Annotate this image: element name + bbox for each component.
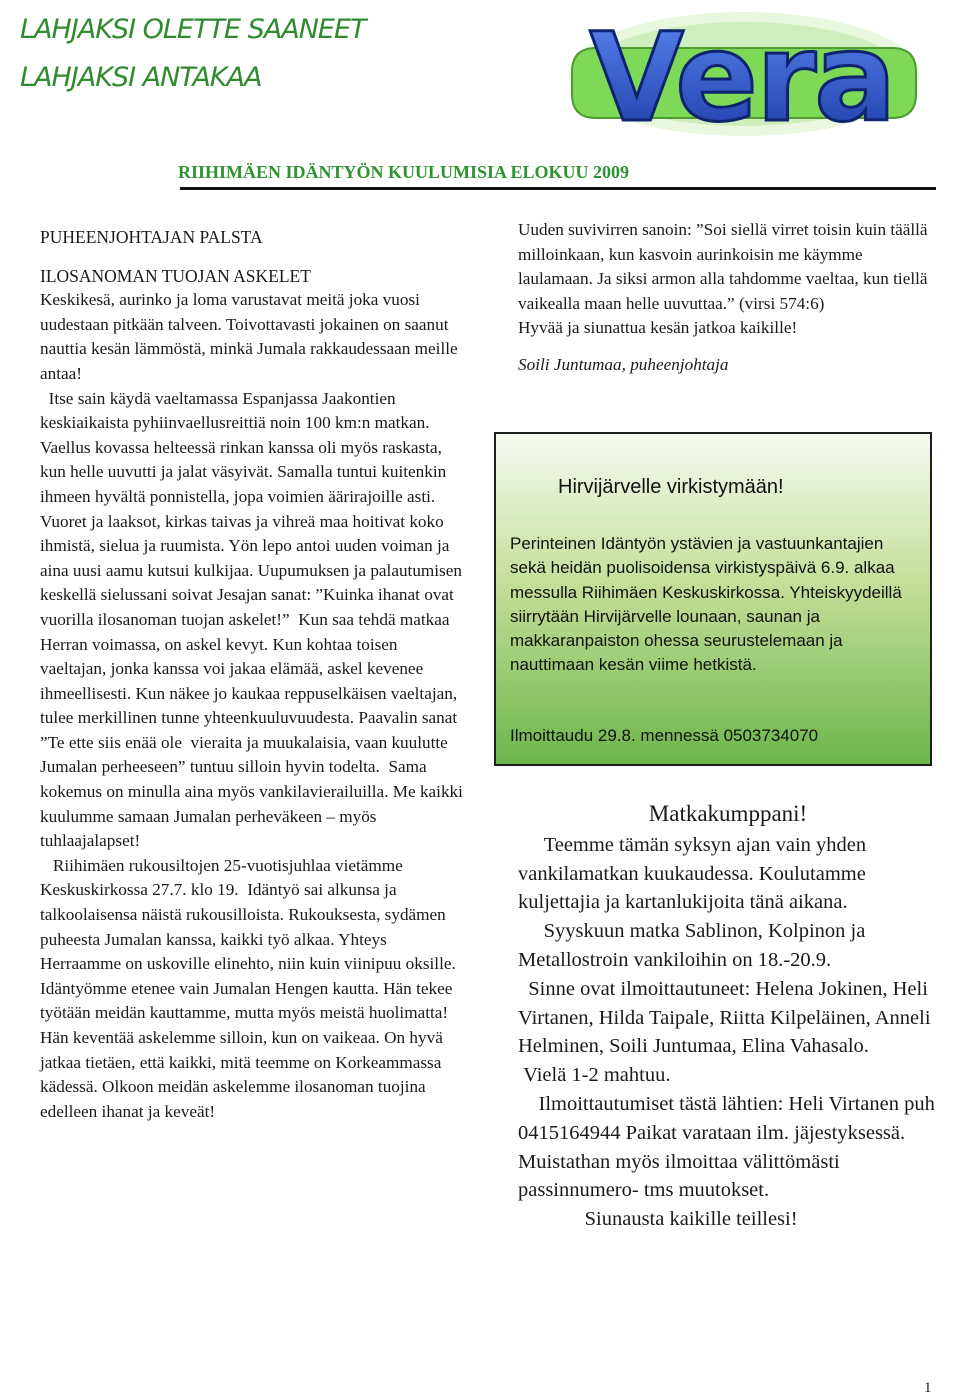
article-paragraph: Idäntyömme etenee vain Jumalan Hengen kautta. Hän tekee työtään meidän kauttamme, mutta myös meistä huolimatta! Hän keventää askelemme silloin, kun on vaikeaa. On hyvä jatkaa tietäen, että kaikki, mitä teemme on Korkeammassa kädessä. Olkoon meidän askelemme ilosanoman tuojina edelleen ihanat ja keveät! <box>40 978 453 1121</box>
chairman-column <box>40 225 468 1124</box>
travel-paragraph: Ilmoittautumiset tästä lähtien: Heli Virtanen puh 0415164944 Paikat varataan ilm. jäjestyksessä. Muistathan myös ilmoittaa välittömästi passinnumero- tms muutokset. <box>518 1092 940 1202</box>
vera-logo <box>552 2 932 152</box>
travel-companion-section <box>518 800 938 1234</box>
newsletter-subtitle: RIIHIMÄEN IDÄNTYÖN KUULUMISIA ELOKUU 2009 <box>178 162 630 182</box>
header-line-1: LAHJAKSI OLETTE SAANEET <box>20 14 366 45</box>
chairman-column-continued <box>518 218 938 378</box>
header-divider <box>180 187 936 190</box>
article-paragraph: Itse sain käydä vaeltamassa Espanjassa Jaakontien keskiaikaista pyhiinvaellusreittiä noin 100 km:n matkan. Vaellus kovassa helteessä rinkan kanssa oli myös raskasta, kun helle uuvutti ja jalat väsyivät. Samalla tuntui kuitenkin ihmeen hyvältä ponnistella, jopa voimien äärirajoille asti. Vuoret ja laaksot, kirkas taivas ja vihreä maa hoitivat koko ihmistä, sielua ja ruumista. Yön lepo antoi uuden voiman ja aina uusi aamu kutsui kulkijaa. Uupumuksen ja palautumisen keskellä sielussani soivat Jesajan sanat: ”Kuinka ihanat ovat vuorilla ilosanoman tuojan askelet!” Kun saa tehdä matkaa Herran voimassa, on askel kevyt. Kun kohtaa toisen vaeltajan, jonka kanssa voi jakaa elämää, askel kevenee ihmeellisesti. Kun näkee jo kaukaa reppuselkäisen vaeltajan, tulee merkillinen tunne yhteenkuuluvuudesta. Paavalin sanat ”Te ette siis enää ole vieraita ja muukalaisia, vaan kuulutte Jumalan perheeseen” tuntuu silloin hyvin todelta. Sama kokemus on minulla aina myös vankilavierailuilla. Me kaikki kuulumme samaan Jumalan perheväkeen – myös tuhlaajalapset! <box>40 388 468 851</box>
travel-paragraph: Vielä 1-2 mahtuu. <box>518 1064 671 1087</box>
article-paragraph: Keskikesä, aurinko ja loma varustavat meitä joka vuosi uudestaan pitkään talveen. Toivottavasti jokainen on saanut nauttia kesän lämmöstä, minkä Jumala rakkaudessaan meille antaa! <box>40 290 458 383</box>
logo-text: Vera <box>589 7 895 149</box>
event-announcement-box <box>494 432 932 766</box>
header-line-2: LAHJAKSI ANTAKAA <box>20 62 262 93</box>
event-title: Hirvijärvelle virkistymään! <box>558 476 784 498</box>
travel-paragraph: Syyskuun matka Sablinon, Kolpinon ja Metallostroin vankiloihin on 18.-20.9. <box>518 920 871 971</box>
article-heading: ILOSANOMAN TUOJAN ASKELET <box>40 265 311 286</box>
travel-closing: Siunausta kaikille teillesi! <box>518 1208 798 1231</box>
travel-paragraph: Sinne ovat ilmoittautuneet: Helena Jokinen, Heli Virtanen, Hilda Taipale, Riitta Kilpeläinen, Anneli Helminen, Soili Juntumaa, Elina Vahasalo. <box>518 977 936 1058</box>
signature: Soili Juntumaa, puheenjohtaja <box>518 354 729 374</box>
article-paragraph: Riihimäen rukousiltojen 25-vuotisjuhlaa vietämme Keskuskirkossa 27.7. klo 19. Idäntyö sai alkunsa ja talkoolaisensa näistä rukousilloista. Rukouksesta, sydämen puheesta Jumalan kanssa, kaikki työ alkaa. Yhteys Herraamme on uskoville elinehto, niin kuin viinipuu oksille. <box>40 855 456 974</box>
page-number: 1 <box>924 1380 932 1396</box>
event-description: Perinteinen Idäntyön ystävien ja vastuunkantajien sekä heidän puolisoidensa virkistyspäivä 6.9. alkaa messulla Riihimäen Keskuskirkossa. Yhteiskyydeillä siirrytään Hirvijärvelle lounaan, saunan ja makkaranpaiston ohessa seurustelemaan ja nauttimaan kesän viime hetkistä. <box>510 534 902 675</box>
summer-wish: Hyvää ja siunattua kesän jatkoa kaikille! <box>518 318 798 338</box>
travel-paragraph: Teemme tämän syksyn ajan vain yhden vankilamatkan kuukaudessa. Koulutamme kuljettajia ja kartanlukijoita tänä aikana. <box>518 833 872 914</box>
travel-title: Matkakumppani! <box>648 801 808 826</box>
event-registration: Ilmoittaudu 29.8. mennessä 0503734070 <box>510 726 819 745</box>
section-heading: PUHEENJOHTAJAN PALSTA <box>40 227 263 247</box>
hymn-quote: Uuden suvivirren sanoin: ”Soi siellä virret toisin kuin täällä milloinkaan, kun kasvoin aurinkoisin me käymme laulamaan. Ja siksi armon alla tahdomme vaeltaa, kun tiellä vaikealla maan helle uuvuttaa.” (virsi 574:6) <box>518 220 928 313</box>
